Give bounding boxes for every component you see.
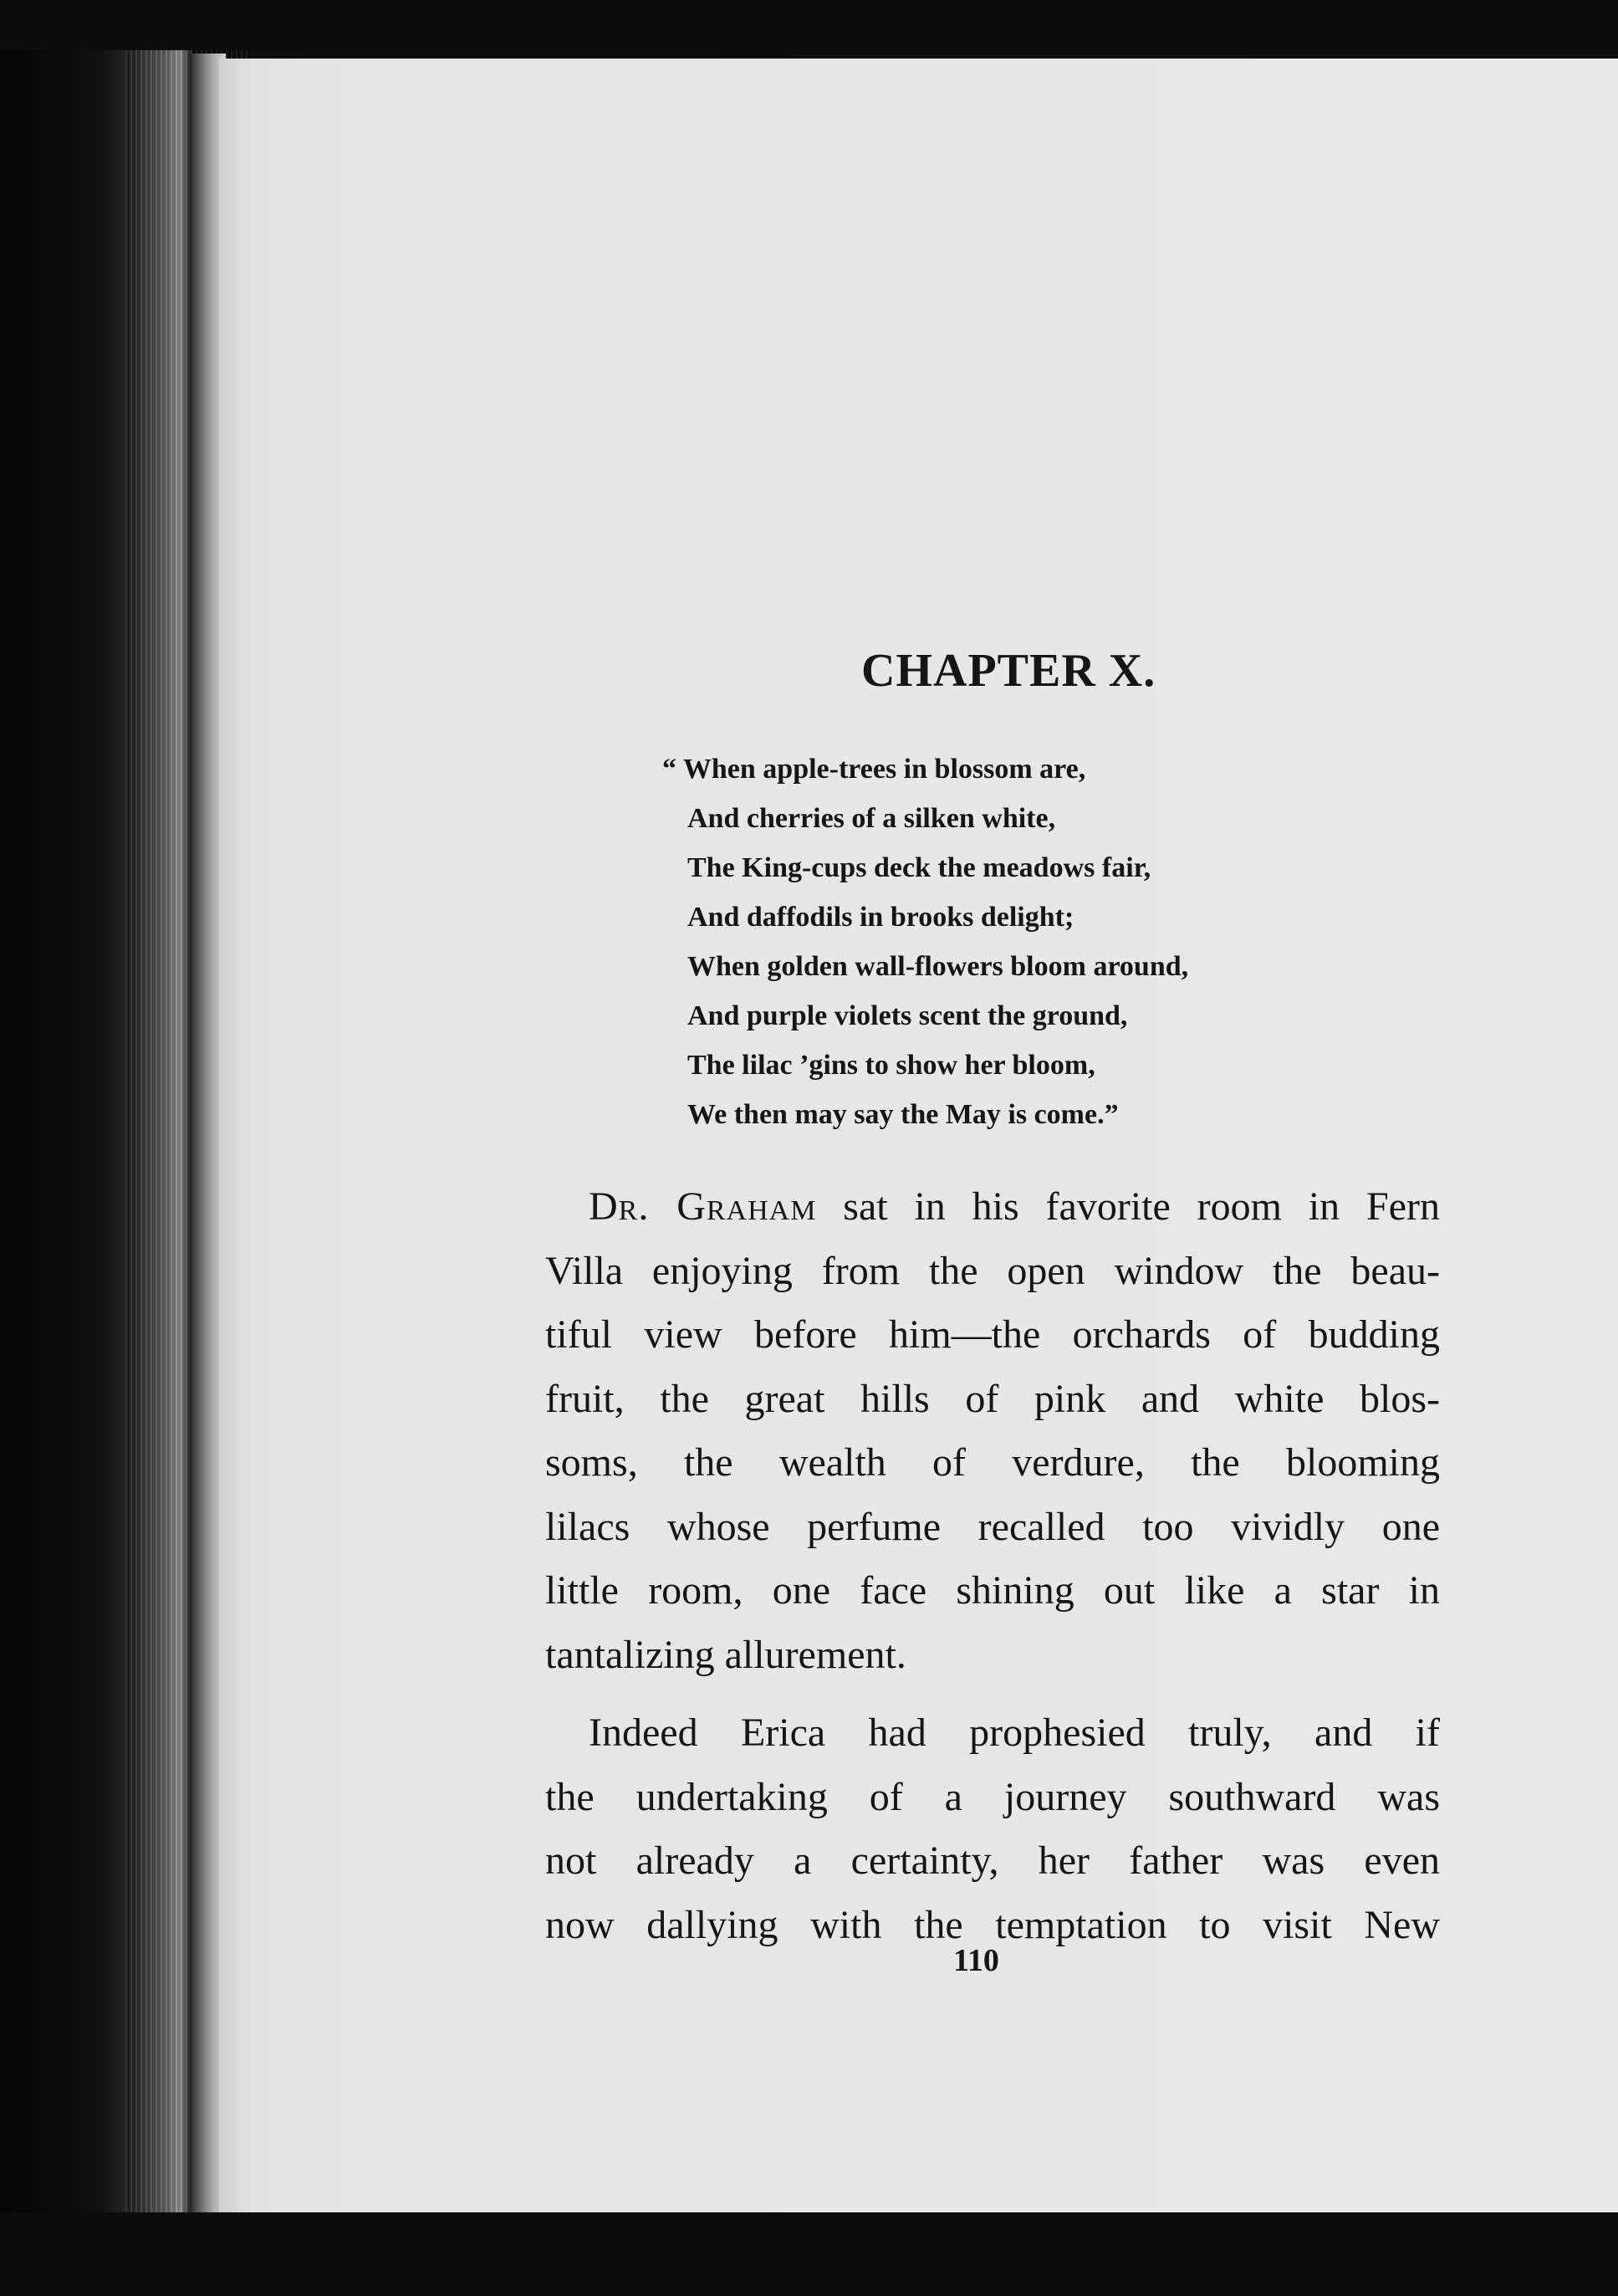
verse-line: When golden wall-flowers bloom around, [687,951,1189,982]
text-line: Villa enjoying from the open window the beau- [545,1248,1440,1293]
text-line: the undertaking of a journey southward was [545,1774,1440,1819]
text-line: lilacs whose perfume recalled too vividly one [545,1504,1440,1549]
text-line: tantalizing allurement. [545,1632,906,1677]
verse-line: And purple violets scent the ground, [687,1000,1128,1031]
body-text [545,1175,1440,1957]
text-line: not already a certainty, her father was even [545,1838,1440,1883]
verse-line: And daffodils in brooks delight; [687,902,1074,933]
text-line: tiful view before him—the orchards of budding [545,1312,1440,1357]
verse-line: And cherries of a silken white, [687,803,1056,834]
text-line: now dallying with the temptation to visit New [545,1902,1440,1947]
paragraph [545,1701,1440,1957]
verse-line: “ When apple-trees in blossom are, [662,754,1086,785]
page-number: 110 [953,1943,999,1978]
verse-line: The lilac ’gins to show her bloom, [687,1050,1095,1081]
text-run: sat in his favorite room in Fern [816,1184,1441,1229]
text-line: little room, one face shining out like a star in [545,1568,1440,1613]
chapter-title: CHAPTER X. [861,645,1156,697]
paragraph [545,1175,1440,1687]
verse-line: We then may say the May is come.” [687,1099,1119,1130]
text-line: Indeed Erica had prophesied truly, and if [589,1710,1440,1755]
epigraph-verse [662,744,1323,1139]
scan-bottom-border [0,2212,1618,2296]
text-line [545,1175,1440,1240]
character-name: Dr. Graham [589,1184,817,1229]
verse-line: The King-cups deck the meadows fair, [687,852,1151,883]
text-line: soms, the wealth of verdure, the blooming [545,1440,1440,1485]
text-line: fruit, the great hills of pink and white blos- [545,1376,1440,1421]
